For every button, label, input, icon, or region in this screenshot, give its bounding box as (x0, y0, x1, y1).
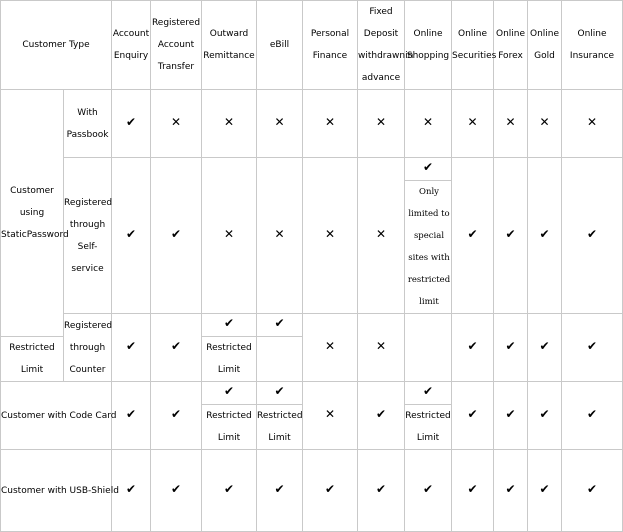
table-row (1, 314, 623, 337)
cross-icon: ✕ (422, 114, 434, 129)
cross-icon: ✕ (274, 114, 285, 129)
check-icon: ✔ (125, 406, 137, 421)
check-icon: ✔ (586, 406, 598, 421)
cross-icon: ✕ (274, 226, 285, 241)
header-registered-account-transfer: Registered Account Transfer (151, 1, 202, 90)
check-icon: ✔ (375, 406, 387, 421)
check-icon: ✔ (467, 406, 478, 421)
note-restricted-limit: Restricted Limit (1, 337, 64, 382)
note-restricted-limit: Restricted Limit (257, 405, 303, 450)
cross-icon: ✕ (223, 114, 235, 129)
note-restricted-limit: Restricted Limit (202, 337, 257, 382)
cross-icon: ✕ (324, 226, 336, 241)
check-icon: ✔ (505, 406, 516, 421)
check-icon: ✔ (586, 481, 598, 496)
header-online-securities: Online Securities (452, 1, 494, 90)
check-icon: ✔ (586, 226, 598, 241)
cross-icon: ✕ (324, 114, 336, 129)
header-personal-finance: Personal Finance (303, 1, 358, 90)
check-icon: ✔ (539, 226, 550, 241)
header-fixed-deposit: Fixed Deposit withdrawnin advance (358, 1, 405, 90)
check-icon: ✔ (422, 384, 434, 398)
check-icon: ✔ (170, 226, 182, 241)
check-icon: ✔ (274, 481, 285, 496)
cross-icon: ✕ (467, 114, 478, 129)
check-icon: ✔ (223, 384, 235, 398)
check-icon: ✔ (586, 338, 598, 353)
check-icon: ✔ (125, 114, 137, 129)
header-ebill: eBill (257, 1, 303, 90)
check-icon: ✔ (467, 226, 478, 241)
cross-icon: ✕ (539, 114, 550, 129)
check-icon: ✔ (125, 481, 137, 496)
header-row (1, 1, 623, 90)
table-row (1, 382, 623, 405)
table-row (1, 450, 623, 532)
check-icon: ✔ (324, 481, 336, 496)
subtype-self-service: Registered through Self-service (64, 158, 112, 314)
note-restricted-limit: Restricted Limit (405, 405, 452, 450)
cross-icon: ✕ (324, 406, 336, 421)
header-customer-type: Customer Type (1, 1, 112, 90)
empty-cell (405, 314, 452, 382)
header-online-gold: Online Gold (528, 1, 562, 90)
cross-icon: ✕ (170, 114, 182, 129)
cross-icon: ✕ (324, 338, 336, 353)
check-icon: ✔ (539, 338, 550, 353)
subtype-counter: Registered through Counter (64, 314, 112, 382)
group-code-card: Customer with Code Card (1, 382, 112, 450)
check-icon: ✔ (125, 338, 137, 353)
check-icon: ✔ (539, 481, 550, 496)
check-icon: ✔ (170, 406, 182, 421)
check-icon: ✔ (505, 481, 516, 496)
note-restricted-limit: Restricted Limit (202, 405, 257, 450)
check-icon: ✔ (467, 338, 478, 353)
check-icon: ✔ (422, 481, 434, 496)
check-icon: ✔ (170, 481, 182, 496)
table-row (1, 90, 623, 158)
cross-icon: ✕ (375, 226, 387, 241)
check-icon: ✔ (274, 384, 285, 398)
cross-icon: ✕ (586, 114, 598, 129)
header-account-enquiry: Account Enquiry (112, 1, 151, 90)
check-icon: ✔ (467, 481, 478, 496)
check-icon: ✔ (505, 226, 516, 241)
header-online-forex: Online Forex (494, 1, 528, 90)
cross-icon: ✕ (375, 114, 387, 129)
check-icon: ✔ (422, 160, 434, 174)
header-online-insurance: Online Insurance (562, 1, 623, 90)
check-icon: ✔ (375, 481, 387, 496)
table-row (1, 158, 623, 181)
cross-icon: ✕ (505, 114, 516, 129)
check-icon: ✔ (539, 406, 550, 421)
check-icon: ✔ (223, 316, 235, 330)
cross-icon: ✕ (223, 226, 235, 241)
group-static-password: Customer using StaticPassword (1, 90, 64, 337)
group-usb-shield: Customer with USB-Shield (1, 450, 112, 532)
header-outward-remittance: Outward Remittance (202, 1, 257, 90)
header-online-shopping: Online Shopping (405, 1, 452, 90)
cross-icon: ✕ (375, 338, 387, 353)
note-only-limited: Only limited to special sites with restricted limit (405, 181, 452, 314)
check-icon: ✔ (170, 338, 182, 353)
check-icon: ✔ (505, 338, 516, 353)
check-icon: ✔ (223, 481, 235, 496)
check-icon: ✔ (274, 316, 285, 330)
check-icon: ✔ (125, 226, 137, 241)
subtype-passbook: With Passbook (64, 90, 112, 158)
